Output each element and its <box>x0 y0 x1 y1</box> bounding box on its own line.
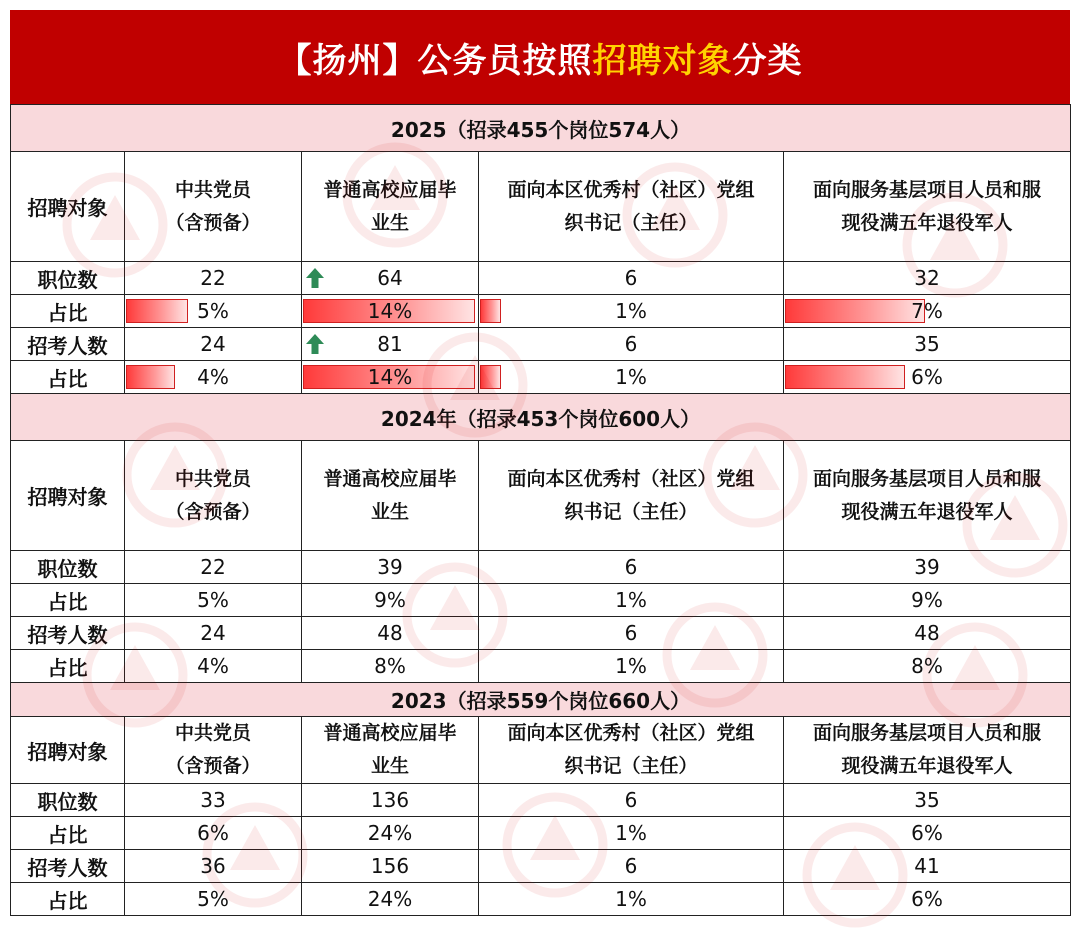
cell-value: 1% <box>615 887 647 911</box>
table-cell <box>125 584 302 617</box>
cell-value: 81 <box>377 332 403 356</box>
category-header <box>125 152 302 262</box>
table-cell <box>302 262 479 295</box>
cell-value: 1% <box>615 365 647 389</box>
table-cell <box>479 650 784 683</box>
section-heading: 2023（招录559个岗位660人） <box>11 683 1071 717</box>
cell-value: 41 <box>914 854 940 878</box>
table-cell <box>125 328 302 361</box>
category-line-1: 中共党员 <box>174 722 251 744</box>
row-label: 招考人数 <box>11 328 125 361</box>
table-cell <box>479 584 784 617</box>
category-header <box>302 717 479 784</box>
cell-value: 8% <box>911 654 943 678</box>
table-cell <box>125 850 302 883</box>
up-arrow-icon <box>305 267 325 289</box>
table-cell <box>479 617 784 650</box>
row-label: 招考人数 <box>11 617 125 650</box>
applicants-ratio-row <box>11 883 1071 916</box>
applicants-row <box>11 328 1071 361</box>
ratio-bar <box>126 299 188 323</box>
cell-value: 6% <box>911 887 943 911</box>
table-cell <box>302 883 479 916</box>
cell-value: 22 <box>200 555 226 579</box>
table-cell <box>125 262 302 295</box>
table-cell <box>784 784 1071 817</box>
category-header <box>479 717 784 784</box>
row-label-header: 招聘对象 <box>11 717 125 784</box>
cell-value: 6 <box>624 332 638 356</box>
cell-value: 4% <box>197 654 229 678</box>
cell-value: 4% <box>197 365 229 389</box>
table-cell <box>302 361 479 394</box>
table-cell <box>784 584 1071 617</box>
category-line-2: 织书记（主任） <box>564 755 698 777</box>
positions-ratio-row <box>11 295 1071 328</box>
cell-value: 39 <box>377 555 403 579</box>
table-cell <box>302 584 479 617</box>
row-label: 占比 <box>11 883 125 916</box>
cell-value: 36 <box>200 854 226 878</box>
cell-value: 24% <box>367 821 413 845</box>
table-cell <box>302 295 479 328</box>
cell-value: 8% <box>374 654 406 678</box>
table-cell <box>125 551 302 584</box>
category-line-1: 面向本区优秀村（社区）党组 <box>507 467 755 490</box>
table-cell <box>302 650 479 683</box>
category-header <box>125 441 302 551</box>
table-cell <box>479 262 784 295</box>
table-cell <box>125 784 302 817</box>
cell-value: 7% <box>911 299 943 323</box>
table-cell <box>125 817 302 850</box>
row-label: 招考人数 <box>11 850 125 883</box>
category-line-2: 现役满五年退役军人 <box>841 211 1013 234</box>
table-cell <box>125 883 302 916</box>
table-cell <box>302 617 479 650</box>
table-cell <box>479 883 784 916</box>
title-prefix: 【扬州】公务员按照 <box>277 40 593 81</box>
table-cell <box>479 817 784 850</box>
category-line-1: 中共党员 <box>174 178 251 201</box>
category-line-2: 业生 <box>370 500 409 523</box>
cell-value: 14% <box>367 299 413 323</box>
title-highlight: 招聘对象 <box>592 40 733 81</box>
page-title <box>278 33 803 82</box>
table-cell <box>479 361 784 394</box>
positions-row <box>11 784 1071 817</box>
category-line-1: 面向本区优秀村（社区）党组 <box>507 178 755 201</box>
applicants-row <box>11 850 1071 883</box>
table-cell <box>784 295 1071 328</box>
row-label: 职位数 <box>11 784 125 817</box>
cell-value: 9% <box>911 588 943 612</box>
title-bar <box>10 10 1070 104</box>
category-line-1: 面向本区优秀村（社区）党组 <box>507 722 755 744</box>
cell-value: 6 <box>624 788 638 812</box>
cell-value: 22 <box>200 266 226 290</box>
cell-value: 6% <box>911 365 943 389</box>
table-cell <box>302 850 479 883</box>
cell-value: 33 <box>200 788 226 812</box>
ratio-bar <box>785 299 925 323</box>
table-cell <box>784 883 1071 916</box>
table-cell <box>784 328 1071 361</box>
cell-value: 39 <box>914 555 940 579</box>
ratio-bar <box>126 365 175 389</box>
table-cell <box>784 361 1071 394</box>
cell-value: 6 <box>624 854 638 878</box>
category-header <box>784 152 1071 262</box>
row-label: 占比 <box>11 817 125 850</box>
cell-value: 1% <box>615 654 647 678</box>
category-line-2: 织书记（主任） <box>564 500 698 523</box>
row-label: 职位数 <box>11 262 125 295</box>
category-line-1: 面向服务基层项目人员和服 <box>813 722 1042 744</box>
category-line-2: 业生 <box>370 211 409 234</box>
category-header <box>302 152 479 262</box>
table-cell <box>125 295 302 328</box>
cell-value: 5% <box>197 299 229 323</box>
category-header <box>125 717 302 784</box>
category-line-1: 普通高校应届毕 <box>323 467 457 490</box>
row-label: 占比 <box>11 361 125 394</box>
cell-value: 64 <box>377 266 403 290</box>
cell-value: 24 <box>200 332 226 356</box>
cell-value: 14% <box>367 365 413 389</box>
cell-value: 6 <box>624 555 638 579</box>
table-cell <box>479 295 784 328</box>
cell-value: 24 <box>200 621 226 645</box>
category-line-1: 普通高校应届毕 <box>323 722 457 744</box>
recruitment-table <box>10 104 1071 916</box>
category-line-1: 中共党员 <box>174 467 251 490</box>
section-heading: 2024年（招录453个岗位600人） <box>11 394 1071 441</box>
category-header <box>302 441 479 551</box>
cell-value: 136 <box>370 788 410 812</box>
category-line-1: 普通高校应届毕 <box>323 178 457 201</box>
table-cell <box>125 650 302 683</box>
cell-value: 6 <box>624 621 638 645</box>
cell-value: 156 <box>370 854 410 878</box>
table-cell <box>302 328 479 361</box>
row-label: 占比 <box>11 584 125 617</box>
category-header <box>479 441 784 551</box>
cell-value: 9% <box>374 588 406 612</box>
positions-ratio-row <box>11 584 1071 617</box>
ratio-bar <box>480 365 501 389</box>
applicants-ratio-row <box>11 650 1071 683</box>
cell-value: 1% <box>615 299 647 323</box>
table-cell <box>479 328 784 361</box>
up-arrow-icon <box>305 333 325 355</box>
section-heading: 2025（招录455个岗位574人） <box>11 105 1071 152</box>
category-line-2: （含预备） <box>165 211 261 234</box>
cell-value: 6 <box>624 266 638 290</box>
cell-value: 48 <box>377 621 403 645</box>
category-line-2: （含预备） <box>165 755 261 777</box>
row-label: 占比 <box>11 295 125 328</box>
title-suffix: 分类 <box>732 40 803 81</box>
table-cell <box>479 551 784 584</box>
table-cell <box>302 784 479 817</box>
cell-value: 24% <box>367 887 413 911</box>
category-header <box>479 152 784 262</box>
row-label: 占比 <box>11 650 125 683</box>
table-cell <box>784 262 1071 295</box>
cell-value: 6% <box>911 821 943 845</box>
table-cell <box>302 551 479 584</box>
category-line-1: 面向服务基层项目人员和服 <box>813 178 1042 201</box>
table-cell <box>784 551 1071 584</box>
table-cell <box>302 817 479 850</box>
table-cell <box>784 650 1071 683</box>
row-label-header: 招聘对象 <box>11 152 125 262</box>
table-cell <box>479 784 784 817</box>
category-line-2: 业生 <box>370 755 409 777</box>
applicants-ratio-row <box>11 361 1071 394</box>
row-label-header: 招聘对象 <box>11 441 125 551</box>
table-cell <box>784 817 1071 850</box>
category-header <box>784 441 1071 551</box>
category-line-1: 面向服务基层项目人员和服 <box>813 467 1042 490</box>
table-cell <box>125 361 302 394</box>
positions-row <box>11 262 1071 295</box>
table-cell <box>784 617 1071 650</box>
category-line-2: 现役满五年退役军人 <box>841 755 1013 777</box>
table-cell <box>784 850 1071 883</box>
cell-value: 6% <box>197 821 229 845</box>
ratio-bar <box>785 365 905 389</box>
table-cell <box>125 617 302 650</box>
positions-row <box>11 551 1071 584</box>
applicants-row <box>11 617 1071 650</box>
cell-value: 1% <box>615 821 647 845</box>
category-line-2: 现役满五年退役军人 <box>841 500 1013 523</box>
category-line-2: （含预备） <box>165 500 261 523</box>
ratio-bar <box>480 299 501 323</box>
positions-ratio-row <box>11 817 1071 850</box>
table-cell <box>479 850 784 883</box>
cell-value: 32 <box>914 266 940 290</box>
cell-value: 1% <box>615 588 647 612</box>
cell-value: 5% <box>197 588 229 612</box>
cell-value: 48 <box>914 621 940 645</box>
category-header <box>784 717 1071 784</box>
cell-value: 35 <box>914 788 940 812</box>
cell-value: 5% <box>197 887 229 911</box>
category-line-2: 织书记（主任） <box>564 211 698 234</box>
row-label: 职位数 <box>11 551 125 584</box>
cell-value: 35 <box>914 332 940 356</box>
